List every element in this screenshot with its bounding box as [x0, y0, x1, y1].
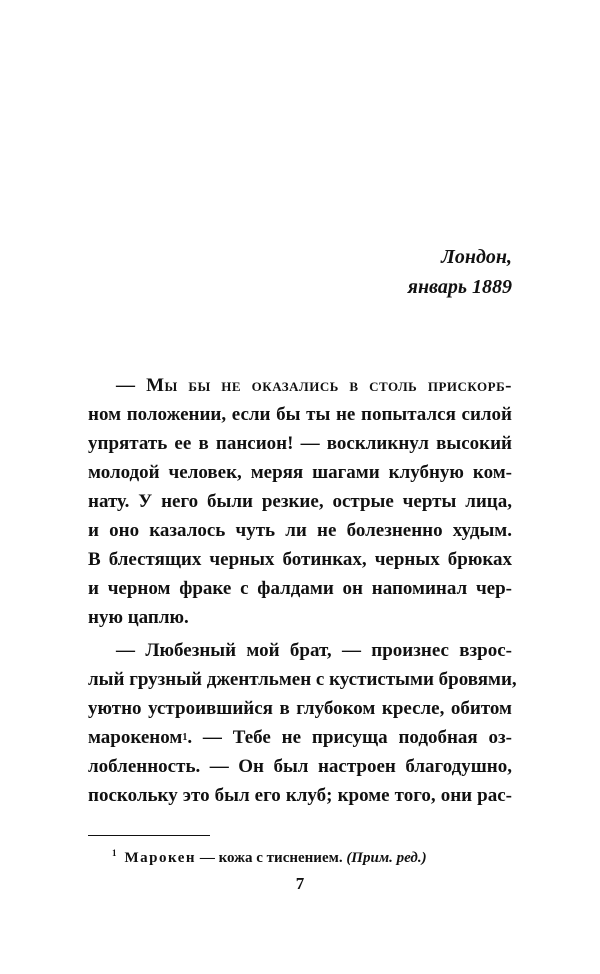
text-line: — Мы бы не оказались в столь прискорб-	[116, 375, 512, 396]
text: . — Тебе не присуща подобная оз-	[187, 727, 512, 748]
footnote-mark: 1	[112, 848, 117, 858]
text-line: уютно устроившийся в глубоком кресле, обитом	[88, 698, 512, 719]
footnote-divider	[88, 835, 210, 836]
text-line: лобленность. — Он был настроен благодушно,	[88, 756, 512, 777]
text-line: В блестящих черных ботинках, черных брюках	[88, 549, 512, 570]
text-line: и оно казалось чуть ли не болезненно худым.	[88, 520, 512, 541]
text-line: ном положении, если бы ты не попытался силой	[88, 404, 512, 425]
text-line: молодой человек, меряя шагами клубную ком-	[88, 462, 512, 483]
footnote-note: (Прим. ред.)	[346, 850, 427, 866]
text-line: нату. У него были резкие, острые черты лица,	[88, 491, 512, 512]
chapter-place: Лондон,	[441, 246, 512, 268]
text: марокеном	[88, 727, 183, 748]
footnote	[112, 848, 427, 867]
text-line	[88, 726, 512, 750]
text-line: — Любезный мой брат, — произнес взрос-	[116, 640, 512, 661]
footnote-term: Марокен	[124, 850, 197, 866]
page-number: 7	[295, 874, 305, 893]
footnote-text: — кожа с тиснением.	[196, 850, 347, 866]
chapter-date: январь 1889	[407, 276, 512, 298]
footnote-ref[interactable]: 1	[182, 732, 188, 743]
text-line: ную цаплю.	[88, 607, 189, 628]
text-line: упрятать ее в пансион! — воскликнул высокий	[88, 433, 512, 454]
text-line: поскольку это был его клуб; кроме того, они рас-	[88, 785, 512, 806]
text-line: лый грузный джентльмен с кустистыми бровями,	[88, 669, 517, 690]
text-line: и черном фраке с фалдами он напоминал чер-	[88, 578, 512, 599]
